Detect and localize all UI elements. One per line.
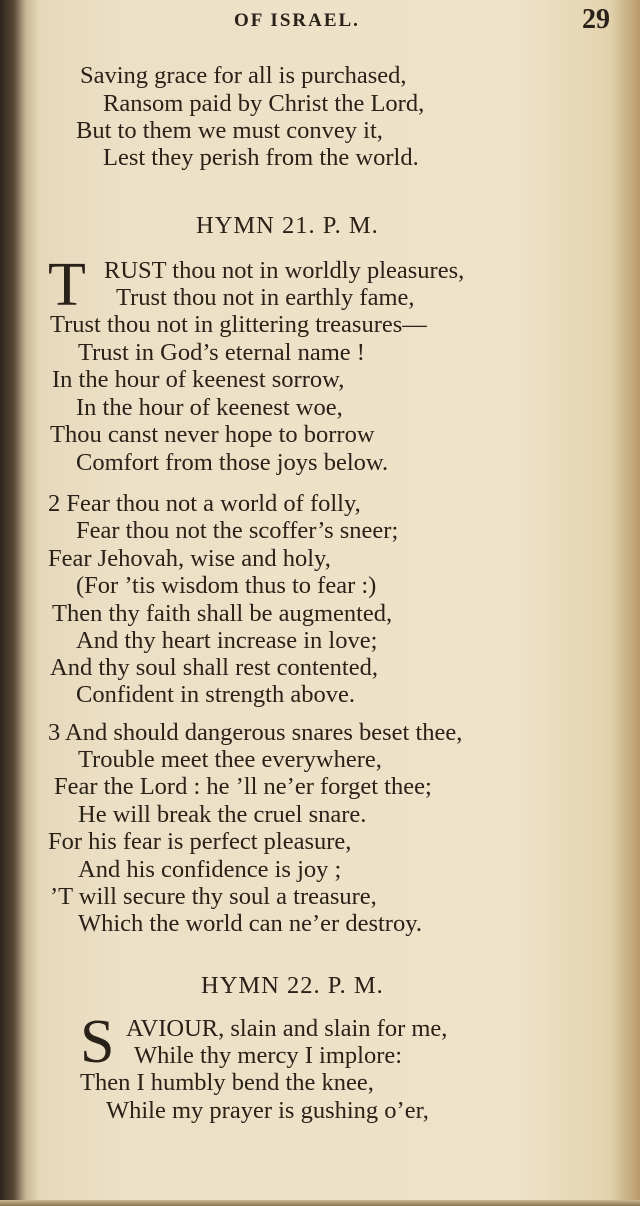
verse-line: And thy soul shall rest contented,	[50, 654, 378, 681]
verse-line: Trust thou not in earthly fame,	[116, 284, 415, 311]
page-number: 29	[582, 4, 610, 35]
verse-line: Ransom paid by Christ the Lord,	[103, 90, 425, 117]
verse-line: And his confidence is joy ;	[78, 856, 342, 883]
verse-line: Then thy faith shall be augmented,	[52, 600, 393, 627]
verse-line: While my prayer is gushing o’er,	[106, 1097, 429, 1124]
hymn-22-title: HYMN 22. P. M.	[201, 972, 384, 999]
verse-line: And thy heart increase in love;	[76, 627, 378, 654]
verse-line: (For ’tis wisdom thus to fear :)	[76, 572, 377, 599]
verse-line: 2 Fear thou not a world of folly,	[48, 490, 361, 517]
verse-line: In the hour of keenest woe,	[76, 394, 343, 421]
verse-line: But to them we must convey it,	[76, 117, 383, 144]
verse-line: Thou canst never hope to borrow	[50, 421, 375, 448]
verse-line: Then I humbly bend the knee,	[80, 1069, 374, 1096]
verse-line: While thy mercy I implore:	[134, 1042, 403, 1069]
verse-line: Trust thou not in glittering treasures—	[50, 311, 427, 338]
verse-line: Fear the Lord : he ’ll ne’er forget thee;	[54, 773, 432, 800]
verse-line: RUST thou not in worldly pleasures,	[104, 257, 465, 284]
hymn-21-title: HYMN 21. P. M.	[196, 212, 379, 239]
verse-line: Fear thou not the scoffer’s sneer;	[76, 517, 399, 544]
verse-line: Trouble meet thee everywhere,	[78, 746, 382, 773]
verse-line: He will break the cruel snare.	[78, 801, 367, 828]
verse-line: In the hour of keenest sorrow,	[52, 366, 345, 393]
verse-line: Which the world can ne’er destroy.	[78, 910, 422, 937]
verse-line: Comfort from those joys below.	[76, 449, 389, 476]
hymn-22-dropcap: S	[80, 1008, 115, 1076]
verse-line: 3 And should dangerous snares beset thee,	[48, 719, 463, 746]
verse-line: Confident in strength above.	[76, 681, 355, 708]
verse-line: For his fear is perfect pleasure,	[48, 828, 352, 855]
page-bottom-edge	[0, 1200, 640, 1206]
verse-line: Lest they perish from the world.	[103, 144, 419, 171]
verse-line: Trust in God’s eternal name !	[78, 339, 365, 366]
verse-line: Fear Jehovah, wise and holy,	[48, 545, 331, 572]
verse-line: AVIOUR, slain and slain for me,	[126, 1015, 448, 1042]
hymn-21-dropcap: T	[48, 251, 86, 319]
verse-line: Saving grace for all is purchased,	[80, 62, 407, 89]
running-head: OF ISRAEL.	[234, 10, 360, 31]
verse-line: ’T will secure thy soul a treasure,	[50, 883, 377, 910]
